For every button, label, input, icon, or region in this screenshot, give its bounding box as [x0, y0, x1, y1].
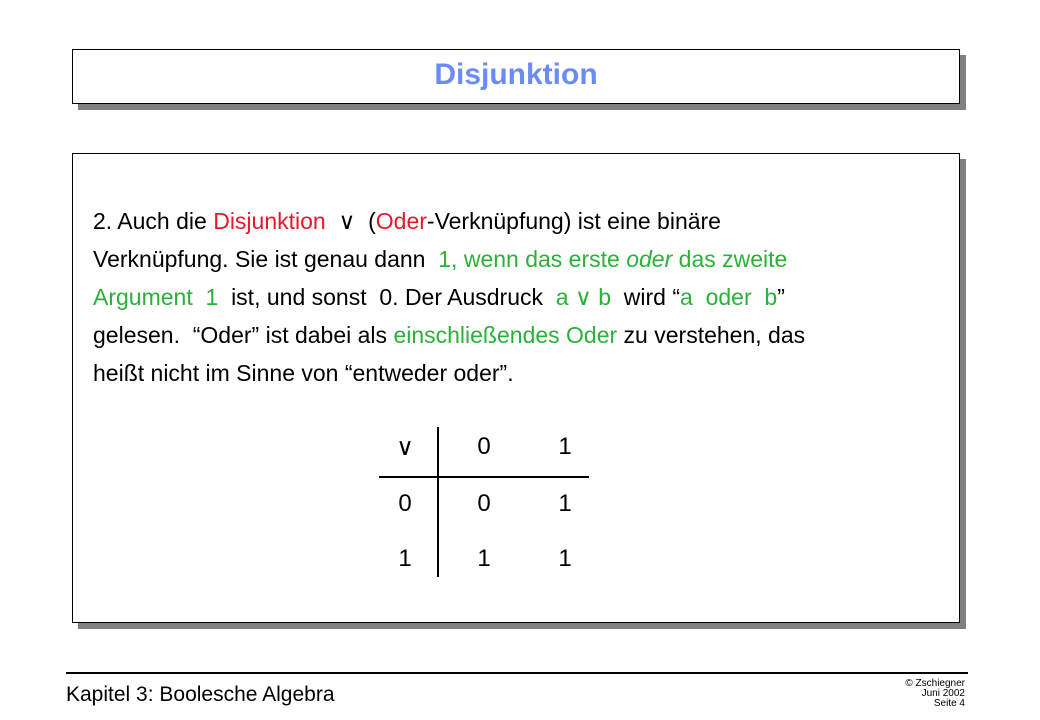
text-span: 2. Auch die	[93, 208, 214, 234]
text-span: -Verknüpfung) ist eine binäre	[426, 208, 721, 234]
text-span: gelesen. “Oder” ist dabei als	[93, 322, 394, 348]
definition-text: das zweite	[672, 246, 788, 272]
term-disjunktion: Disjunktion	[213, 208, 326, 234]
definition-text: Argument 1	[93, 284, 219, 310]
term-einschliessendes-oder: einschließendes Oder	[393, 322, 618, 348]
table-row-label: 1	[398, 545, 412, 572]
content-box	[72, 153, 960, 623]
table-cell: 1	[558, 490, 572, 517]
body-line-5	[93, 354, 943, 392]
body-line-3	[93, 278, 943, 316]
definition-text: 1, wenn das erste	[438, 246, 627, 272]
footer-copyright: © Zschiegner	[905, 678, 965, 689]
text-span: heißt nicht im Sinne von “entweder oder”.	[93, 360, 514, 386]
text-span: ist, und sonst 0. Der Ausdruck	[218, 284, 556, 310]
footer-chapter: Kapitel 3: Boolesche Algebra	[66, 683, 335, 706]
table-operator: ∨	[396, 434, 414, 461]
body-line-1	[93, 202, 943, 240]
slide-title: Disjunktion	[434, 58, 598, 91]
table-cell: 0	[477, 490, 491, 517]
footer-meta	[905, 679, 965, 709]
footer-page: Seite 4	[933, 698, 965, 709]
text-span: zu verstehen, das	[617, 322, 806, 348]
table-column-header: 1	[558, 433, 572, 460]
footer-date: Juni 2002	[921, 688, 965, 699]
expression-a-or-b: a ∨ b	[555, 284, 611, 310]
definition-oder-emphasis: oder	[626, 246, 673, 272]
body-line-4	[93, 316, 943, 354]
title-box	[72, 49, 960, 104]
body-text	[93, 202, 943, 392]
table-column-header: 0	[477, 433, 491, 460]
term-oder: Oder	[375, 208, 427, 234]
text-span: wird “	[611, 284, 680, 310]
text-span: Verknüpfung. Sie ist genau dann	[93, 246, 439, 272]
table-cell: 1	[477, 545, 491, 572]
reading-a-oder-b: a oder b	[680, 284, 778, 310]
footer-rule	[66, 672, 968, 674]
text-span: ”	[777, 284, 785, 310]
body-line-2	[93, 240, 943, 278]
table-row-label: 0	[398, 490, 412, 517]
table-cell: 1	[558, 545, 572, 572]
text-span: ∨ (	[325, 208, 376, 234]
